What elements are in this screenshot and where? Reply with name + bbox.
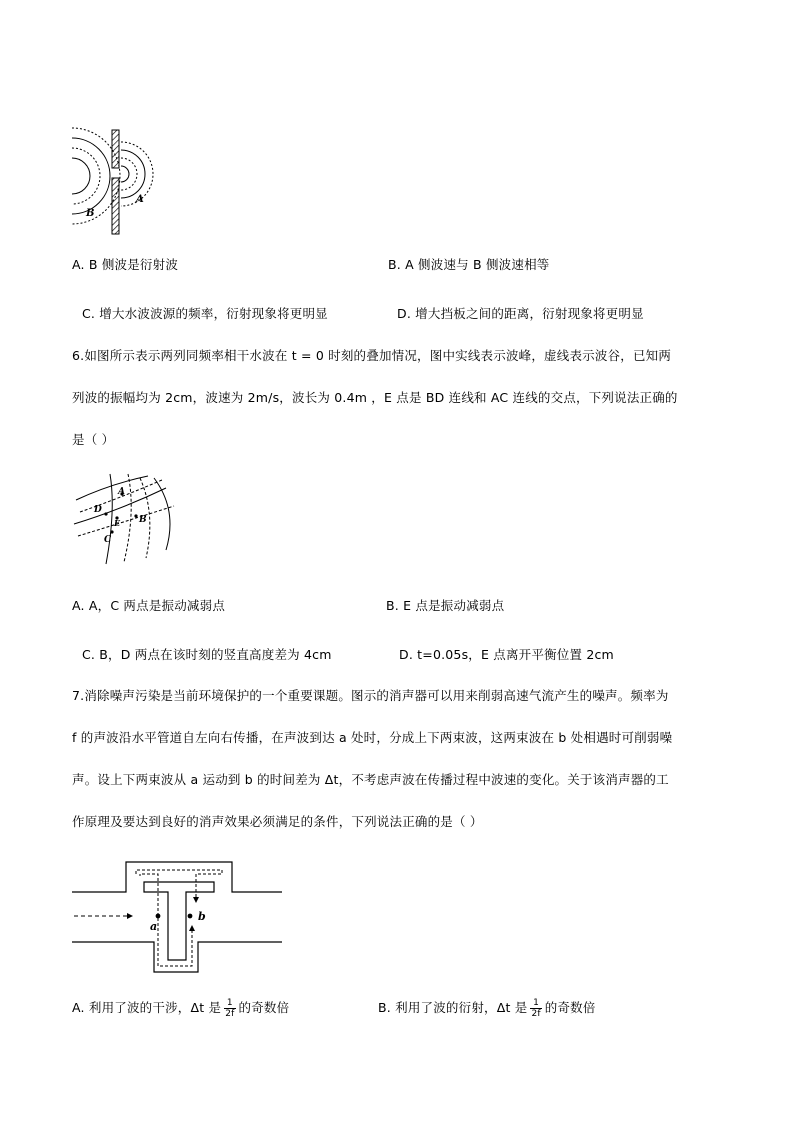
right-wavefront-1 bbox=[121, 166, 129, 182]
q6-option-a: A. A，C 两点是振动减弱点 bbox=[72, 598, 226, 613]
q6-option-c: C. B，D 两点在该时刻的竖直高度差为 4cm bbox=[82, 647, 332, 662]
label-C: C bbox=[104, 535, 112, 545]
q6-stem-line-2: 列波的振幅均为 2cm，波速为 2m/s，波长为 0.4m ，E 点是 BD 连线和 AC 连线的交点，下列说法正确的 bbox=[72, 390, 678, 405]
q7-stem-line-1: 7.消除噪声污染是当前环境保护的一个重要课题。图示的消声器可以用来削弱高速气流产生的噪声。频率为 bbox=[72, 688, 669, 703]
label-E: E bbox=[114, 518, 121, 528]
q5-option-a: A. B 侧波是衍射波 bbox=[72, 257, 179, 272]
q7-stem-line-3: 声。设上下两束波从 a 运动到 b 的时间差为 Δt，不考虑声波在传播过程中波速的变化。关于该消声器的工 bbox=[72, 772, 669, 787]
option-a-text: A. 利用了波的干涉，Δt 是 bbox=[72, 1000, 222, 1015]
point-c-dot bbox=[110, 530, 113, 533]
option-b-suffix: 的奇数倍 bbox=[544, 1000, 596, 1015]
q6-stem-line-1: 6.如图所示表示两列同频率相干水波在 t = 0 时刻的叠加情况，图中实线表示波峰，虚线表示波谷，已知两 bbox=[72, 348, 672, 363]
left-wavefront-1 bbox=[72, 158, 90, 194]
trough-3 bbox=[124, 474, 131, 562]
q7-stem-line-4: 作原理及要达到良好的消声效果必须满足的条件，下列说法正确的是（ ） bbox=[72, 814, 483, 829]
q6-option-b: B. E 点是振动减弱点 bbox=[386, 598, 505, 613]
q7-option-a bbox=[72, 998, 289, 1019]
right-wavefront-3 bbox=[121, 150, 145, 198]
q5-diffraction-figure bbox=[66, 124, 158, 236]
label-B: B bbox=[139, 515, 147, 525]
left-wavefront-2 bbox=[72, 148, 100, 204]
point-b-dot bbox=[188, 914, 193, 919]
option-a-fraction: $\frac{1}{2f}$ bbox=[225, 998, 235, 1019]
label-D: D bbox=[94, 505, 102, 515]
lower-barrier bbox=[112, 178, 119, 234]
label-b: B bbox=[86, 208, 95, 219]
option-b-text: B. 利用了波的衍射，Δt 是 bbox=[378, 1000, 528, 1015]
point-d-dot bbox=[104, 512, 107, 515]
point-b-dot bbox=[134, 514, 137, 517]
option-a-suffix: 的奇数倍 bbox=[238, 1000, 290, 1015]
label-b: b bbox=[198, 910, 206, 923]
left-wavefront-3 bbox=[72, 138, 110, 214]
point-a-dot bbox=[156, 914, 161, 919]
q6-stem-line-3: 是（ ） bbox=[72, 432, 115, 447]
q7-muffler-figure bbox=[70, 856, 286, 976]
crest-4 bbox=[154, 478, 170, 550]
upper-path bbox=[140, 874, 158, 916]
label-A: A bbox=[118, 487, 125, 497]
label-a: a bbox=[150, 920, 158, 933]
label-a: A bbox=[136, 194, 144, 205]
q6-interference-figure bbox=[70, 470, 182, 566]
q5-option-b: B. A 侧波速与 B 侧波速相等 bbox=[388, 257, 550, 272]
q7-stem-line-2: f 的声波沿水平管道自左向右传播，在声波到达 a 处时，分成上下两束波，这两束波在 b 处相遇时可削弱噪 bbox=[72, 730, 673, 745]
q5-option-d: D. 增大挡板之间的距离，衍射现象将更明显 bbox=[397, 306, 644, 321]
trough-2 bbox=[78, 506, 174, 536]
q6-option-d: D. t=0.05s，E 点离开平衡位置 2cm bbox=[399, 647, 614, 662]
q7-option-b bbox=[378, 998, 596, 1019]
q5-option-c: C. 增大水波波源的频率，衍射现象将更明显 bbox=[82, 306, 328, 321]
option-b-fraction: $\frac{1}{2f}$ bbox=[531, 998, 541, 1019]
